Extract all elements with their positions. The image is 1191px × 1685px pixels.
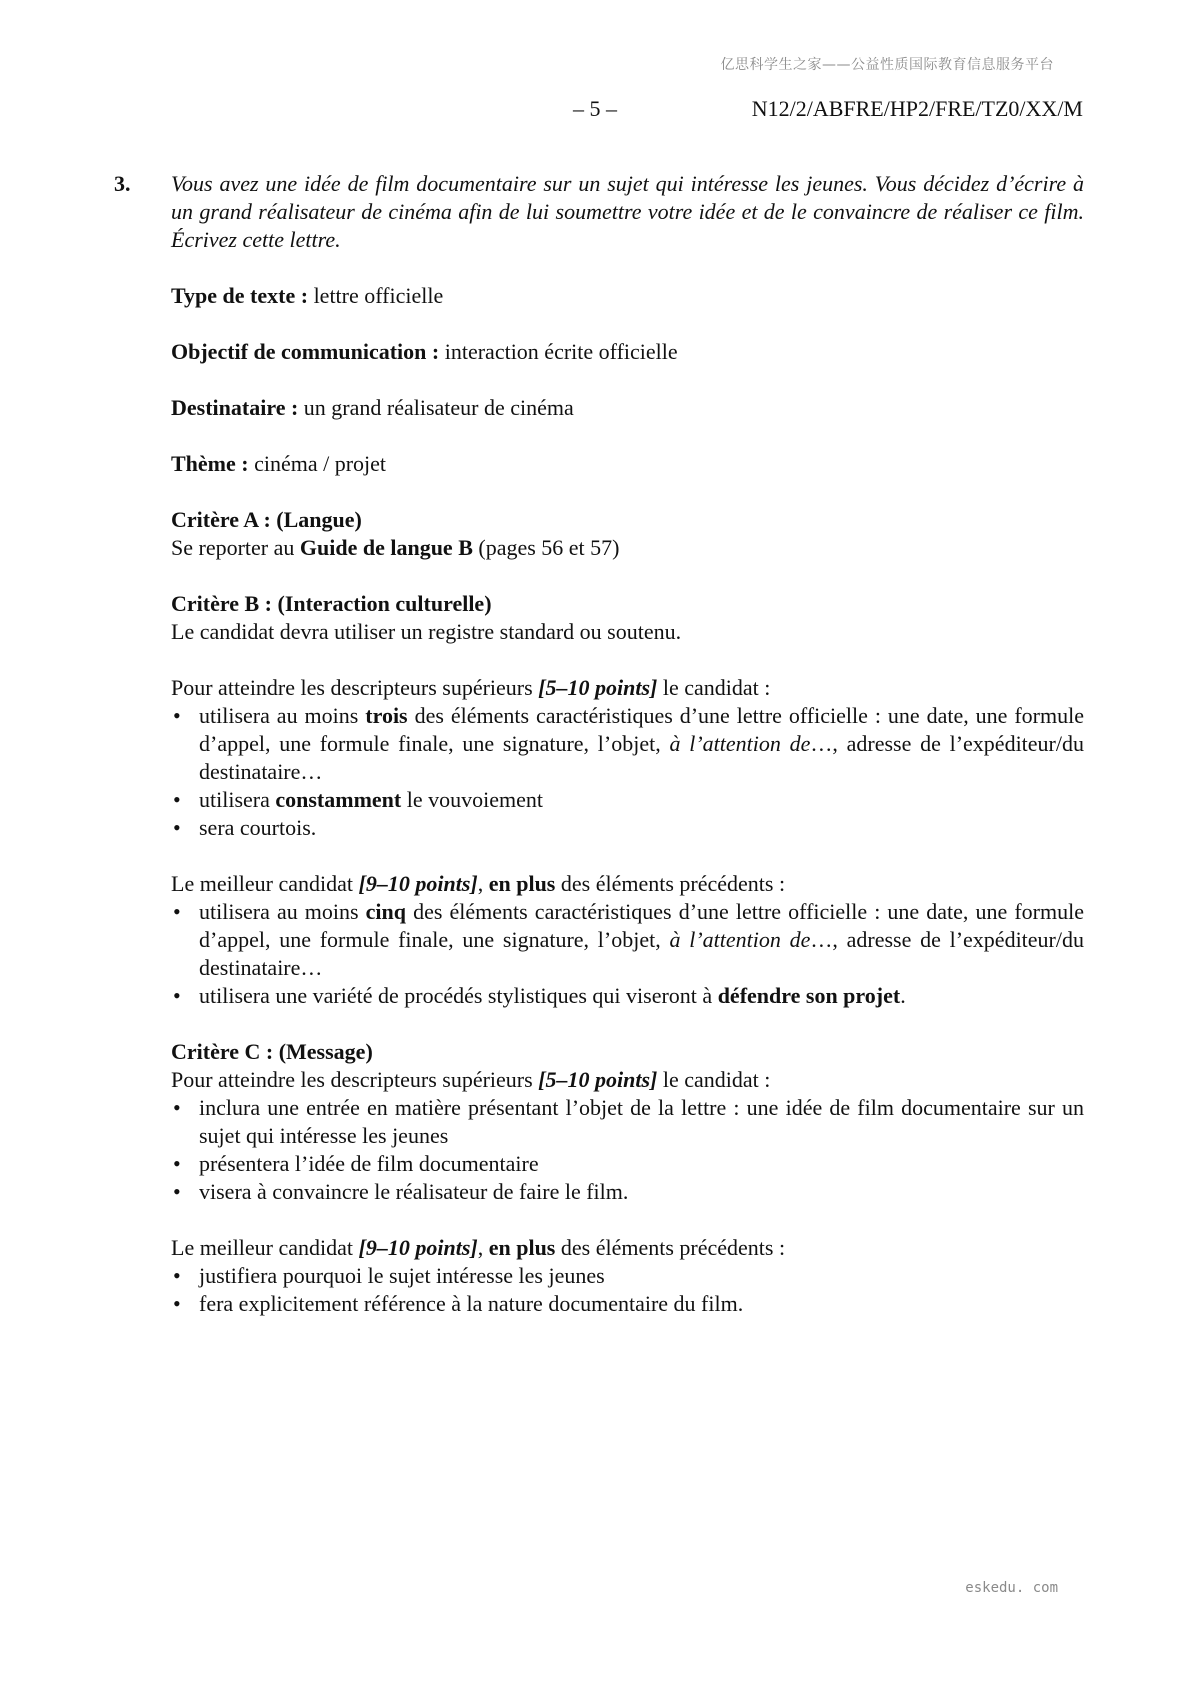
text-bold: défendre son projet — [717, 983, 901, 1008]
points-range: [9–10 points] — [358, 871, 478, 896]
field-destinataire — [171, 394, 1084, 422]
criterion-a-line-pre: Se reporter au — [171, 535, 300, 560]
criterion-b-best — [171, 870, 1084, 1010]
list-item: • présentera l’idée de film documentaire — [171, 1150, 1084, 1178]
field-theme-value: cinéma / projet — [248, 451, 387, 476]
list-item — [171, 702, 1084, 786]
text-span: Pour atteindre les descripteurs supérieurs — [171, 1067, 539, 1092]
text-span: des éléments caractéristiques d’une lettre officielle : une date, une formule d’appel, une formule finale, une signature, l’objet, — [199, 899, 1084, 952]
criterion-a-line-post: (pages 56 et 57) — [472, 535, 620, 560]
list-item — [171, 898, 1084, 982]
criterion-b-best-list — [171, 898, 1084, 1010]
page-number: – 5 – — [573, 96, 617, 121]
list-item: • fera explicitement référence à la nature documentaire du film. — [171, 1290, 1084, 1318]
field-type-label: Type de texte : — [171, 283, 309, 308]
question-body — [171, 170, 1084, 1318]
points-range: [9–10 points] — [358, 1235, 478, 1260]
text-span: …, adresse de l’expéditeur/du destinataire… — [199, 927, 1084, 980]
text-bold: en plus — [488, 871, 556, 896]
list-item: • justifiera pourquoi le sujet intéresse les jeunes — [171, 1262, 1084, 1290]
criterion-c — [171, 1038, 1084, 1318]
criterion-b-best-intro — [171, 870, 1084, 898]
field-type — [171, 282, 1084, 310]
field-destinataire-value: un grand réalisateur de cinéma — [298, 395, 574, 420]
question-number: 3. — [114, 171, 131, 196]
points-range: [5–10 points] — [538, 675, 658, 700]
criterion-b-superior — [171, 674, 1084, 842]
paper-code: N12/2/ABFRE/HP2/FRE/TZ0/XX/M — [751, 96, 1083, 121]
points-range: [5–10 points] — [538, 1067, 658, 1092]
text-span: , — [477, 871, 489, 896]
criterion-a-line — [171, 534, 1084, 562]
text-span: le vouvoiement — [401, 787, 543, 812]
criterion-c-title: Critère C : (Message) — [171, 1039, 373, 1064]
text-span: le candidat : — [657, 675, 771, 700]
field-objectif-label: Objectif de communication : — [171, 339, 440, 364]
criterion-c-superior-intro — [171, 1066, 1084, 1094]
text-span: le candidat : — [657, 1067, 771, 1092]
criterion-c-superior-list — [171, 1094, 1084, 1206]
criterion-b-superior-list — [171, 702, 1084, 842]
text-span: des éléments précédents : — [555, 871, 786, 896]
footer-watermark: eskedu. com — [965, 1580, 1058, 1596]
text-span: . — [900, 983, 906, 1008]
criterion-a-title: Critère A : (Langue) — [171, 507, 362, 532]
field-type-value: lettre officielle — [308, 283, 444, 308]
text-bold: trois — [365, 703, 408, 728]
criterion-b-superior-intro — [171, 674, 1084, 702]
text-italic: à l’attention de — [669, 927, 811, 952]
list-item — [171, 982, 1084, 1010]
text-bold: cinq — [365, 899, 407, 924]
list-item — [171, 786, 1084, 814]
text-span: Le meilleur candidat — [171, 1235, 359, 1260]
criterion-c-best-intro — [171, 1234, 1084, 1262]
question-section — [114, 170, 1084, 1318]
page-header — [0, 96, 1191, 126]
criterion-c-best-list — [171, 1262, 1084, 1318]
guide-reference: Guide de langue B — [299, 535, 473, 560]
field-objectif — [171, 338, 1084, 366]
criterion-b-intro: Le candidat devra utiliser un registre standard ou soutenu. — [171, 619, 682, 644]
text-italic: à l’attention de — [669, 731, 811, 756]
criterion-c-best — [171, 1234, 1084, 1318]
criterion-a — [171, 506, 1084, 562]
text-span: utilisera au moins — [199, 899, 366, 924]
text-bold: constamment — [275, 787, 402, 812]
text-span: utilisera — [199, 787, 276, 812]
field-theme-label: Thème : — [171, 451, 249, 476]
text-span: des éléments caractéristiques d’une lettre officielle : une date, une formule d’appel, une formule finale, une signature, l’objet, — [199, 703, 1084, 756]
text-span: utilisera au moins — [199, 703, 366, 728]
field-theme — [171, 450, 1084, 478]
field-destinataire-label: Destinataire : — [171, 395, 299, 420]
list-item: • visera à convaincre le réalisateur de faire le film. — [171, 1178, 1084, 1206]
text-span: Le meilleur candidat — [171, 871, 359, 896]
criterion-b-title: Critère B : (Interaction culturelle) — [171, 591, 492, 616]
watermark-text: 亿思科学生之家——公益性质国际教育信息服务平台 — [720, 57, 1054, 73]
text-span: …, adresse de l’expéditeur/du destinataire… — [199, 731, 1084, 784]
text-span: utilisera une variété de procédés stylistiques qui viseront à — [199, 983, 718, 1008]
field-objectif-value: interaction écrite officielle — [439, 339, 678, 364]
text-span: des éléments précédents : — [555, 1235, 786, 1260]
list-item: • inclura une entrée en matière présentant l’objet de la lettre : une idée de film documentaire sur un sujet qui intéresse les jeunes — [171, 1094, 1084, 1150]
text-span: Pour atteindre les descripteurs supérieurs — [171, 675, 539, 700]
text-bold: en plus — [488, 1235, 556, 1260]
question-prompt: Vous avez une idée de film documentaire sur un sujet qui intéresse les jeunes. Vous décidez d’écrire à un grand réalisateur de cinéma afin de lui soumettre votre idée et de le convaincre de réaliser ce film. Écrivez cette lettre. — [171, 171, 1084, 252]
list-item: • sera courtois. — [171, 814, 1084, 842]
text-span: , — [477, 1235, 489, 1260]
criterion-b — [171, 590, 1084, 1010]
